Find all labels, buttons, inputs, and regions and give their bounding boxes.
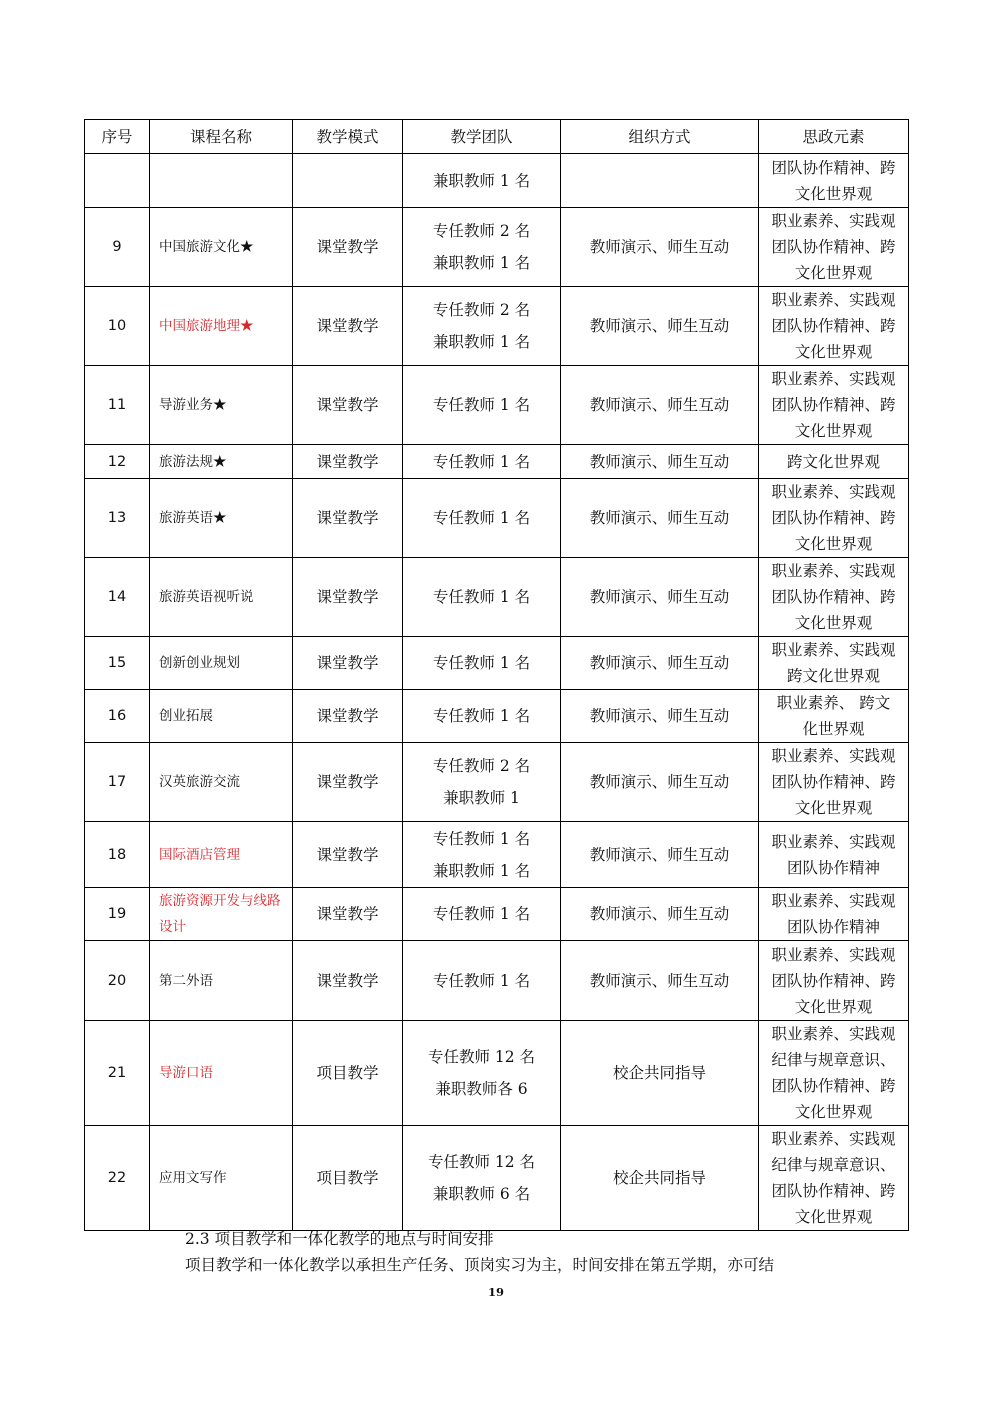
element-line: 团队协作精神、跨 <box>771 396 896 414</box>
cell-organization: 教师演示、师生互动 <box>561 690 759 743</box>
cell-teaching-mode: 课堂教学 <box>293 479 403 558</box>
team-line: 专任教师 1 名 <box>432 971 531 990</box>
cell-teaching-mode: 课堂教学 <box>293 287 403 366</box>
cell-no: 13 <box>85 479 150 558</box>
cell-course-name: 国际酒店管理 <box>150 822 293 888</box>
element-line: 跨文化世界观 <box>786 452 880 471</box>
cell-organization <box>561 154 759 208</box>
table-row <box>85 690 909 743</box>
element-line: 团队协作精神、跨 <box>771 1182 896 1200</box>
cell-course-name: 中国旅游文化★ <box>150 208 293 287</box>
header-course-name: 课程名称 <box>150 120 293 154</box>
cell-no <box>85 154 150 208</box>
cell-teaching-mode: 课堂教学 <box>293 637 403 690</box>
page-number: 19 <box>487 1285 504 1299</box>
cell-ideological-elements <box>759 637 909 690</box>
cell-no: 18 <box>85 822 150 888</box>
element-line: 职业素养、 跨文 <box>776 694 891 712</box>
element-line: 团队协作精神、跨 <box>771 509 896 527</box>
cell-no: 22 <box>85 1126 150 1231</box>
element-line: 文化世界观 <box>794 343 873 361</box>
team-line: 专任教师 2 名 <box>432 222 531 240</box>
element-line: 团队协作精神、跨 <box>771 238 896 256</box>
team-line: 兼职教师各 6 <box>435 1080 528 1098</box>
cell-teaching-mode: 课堂教学 <box>293 690 403 743</box>
cell-organization: 教师演示、师生互动 <box>561 743 759 822</box>
cell-course-name: 导游口语 <box>150 1021 293 1126</box>
element-line: 团队协作精神、跨 <box>771 773 896 791</box>
team-line: 兼职教师 1 名 <box>432 254 531 272</box>
team-line: 专任教师 1 名 <box>432 829 531 848</box>
element-line: 文化世界观 <box>794 799 873 817</box>
element-line: 职业素养、实践观 <box>771 562 896 580</box>
cell-teaching-team <box>403 888 561 941</box>
cell-teaching-team <box>403 743 561 822</box>
cell-ideological-elements <box>759 690 909 743</box>
cell-no: 15 <box>85 637 150 690</box>
element-line: 职业素养、实践观 <box>771 212 896 230</box>
cell-no: 9 <box>85 208 150 287</box>
table-row <box>85 637 909 690</box>
cell-course-name: 导游业务★ <box>150 366 293 445</box>
cell-teaching-team <box>403 690 561 743</box>
header-teaching-team: 教学团队 <box>403 120 561 154</box>
cell-no: 17 <box>85 743 150 822</box>
cell-teaching-team <box>403 366 561 445</box>
table-row <box>85 1021 909 1126</box>
table-row <box>85 479 909 558</box>
cell-teaching-mode: 课堂教学 <box>293 822 403 888</box>
cell-teaching-team <box>403 1021 561 1126</box>
section-heading: 2.3 项目教学和一体化教学的地点与时间安排 <box>185 1230 494 1248</box>
cell-organization: 教师演示、师生互动 <box>561 287 759 366</box>
element-line: 文化世界观 <box>794 614 873 632</box>
element-line: 团队协作精神、跨 <box>771 1077 896 1095</box>
element-line: 团队协作精神、跨 <box>771 158 896 177</box>
cell-no: 14 <box>85 558 150 637</box>
cell-course-name: 中国旅游地理★ <box>150 287 293 366</box>
cell-ideological-elements <box>759 941 909 1021</box>
cell-teaching-team <box>403 637 561 690</box>
cell-course-name: 旅游法规★ <box>150 445 293 479</box>
table-row <box>85 208 909 287</box>
cell-course-name: 创业拓展 <box>150 690 293 743</box>
cell-teaching-team <box>403 287 561 366</box>
team-line: 兼职教师 1 名 <box>432 861 531 880</box>
cell-teaching-mode: 项目教学 <box>293 1021 403 1126</box>
cell-no: 20 <box>85 941 150 1021</box>
cell-teaching-mode: 课堂教学 <box>293 558 403 637</box>
team-line: 专任教师 1 名 <box>432 707 531 725</box>
cell-teaching-team <box>403 208 561 287</box>
element-line: 团队协作精神、跨 <box>771 971 896 990</box>
cell-organization: 教师演示、师生互动 <box>561 208 759 287</box>
section-paragraph: 项目教学和一体化教学以承担生产任务、顶岗实习为主，时间安排在第五学期，亦可结 <box>185 1256 775 1274</box>
header-ideological-elements: 思政元素 <box>759 120 909 154</box>
cell-no: 16 <box>85 690 150 743</box>
element-line: 职业素养、实践观 <box>771 747 896 765</box>
team-line: 兼职教师 1 <box>443 789 520 807</box>
cell-teaching-mode <box>293 154 403 208</box>
cell-organization: 校企共同指导 <box>561 1021 759 1126</box>
cell-no: 10 <box>85 287 150 366</box>
header-organization: 组织方式 <box>561 120 759 154</box>
element-line: 团队协作精神、跨 <box>771 317 896 335</box>
table-row <box>85 154 909 208</box>
cell-organization: 教师演示、师生互动 <box>561 822 759 888</box>
element-line: 文化世界观 <box>794 1103 873 1121</box>
cell-course-name: 创新创业规划 <box>150 637 293 690</box>
cell-teaching-team <box>403 941 561 1021</box>
cell-ideological-elements <box>759 888 909 941</box>
cell-organization: 教师演示、师生互动 <box>561 479 759 558</box>
cell-organization: 校企共同指导 <box>561 1126 759 1231</box>
cell-ideological-elements <box>759 154 909 208</box>
table-row <box>85 743 909 822</box>
cell-course-name: 第二外语 <box>150 941 293 1021</box>
cell-ideological-elements <box>759 287 909 366</box>
table-body <box>85 154 909 1231</box>
team-line: 专任教师 2 名 <box>432 301 531 319</box>
cell-organization: 教师演示、师生互动 <box>561 366 759 445</box>
team-line: 专任教师 1 名 <box>432 905 531 923</box>
team-line: 专任教师 1 名 <box>432 396 531 414</box>
element-line: 职业素养、实践观 <box>771 291 896 309</box>
cell-ideological-elements <box>759 1126 909 1231</box>
team-line: 专任教师 12 名 <box>427 1153 536 1171</box>
cell-teaching-mode: 课堂教学 <box>293 743 403 822</box>
cell-ideological-elements <box>759 366 909 445</box>
cell-organization: 教师演示、师生互动 <box>561 637 759 690</box>
header-teaching-mode: 教学模式 <box>293 120 403 154</box>
element-line: 文化世界观 <box>794 1208 873 1226</box>
table-row <box>85 822 909 888</box>
cell-teaching-team <box>403 154 561 208</box>
cell-course-name: 应用文写作 <box>150 1126 293 1231</box>
cell-teaching-mode: 课堂教学 <box>293 208 403 287</box>
team-line: 专任教师 1 名 <box>432 509 531 527</box>
team-line: 兼职教师 1 名 <box>432 171 531 190</box>
element-line: 文化世界观 <box>794 184 873 203</box>
team-line: 专任教师 1 名 <box>432 654 531 672</box>
cell-ideological-elements <box>759 558 909 637</box>
table-row <box>85 558 909 637</box>
element-line: 职业素养、实践观 <box>771 945 896 964</box>
cell-no: 12 <box>85 445 150 479</box>
cell-teaching-mode: 课堂教学 <box>293 941 403 1021</box>
table-row <box>85 888 909 941</box>
cell-teaching-team <box>403 479 561 558</box>
cell-course-name: 旅游英语视听说 <box>150 558 293 637</box>
team-line: 兼职教师 1 名 <box>432 333 531 351</box>
element-line: 纪律与规章意识、 <box>771 1051 896 1069</box>
cell-ideological-elements <box>759 743 909 822</box>
cell-ideological-elements <box>759 1021 909 1126</box>
element-line: 职业素养、实践观 <box>771 483 896 501</box>
element-line: 职业素养、实践观 <box>771 1130 896 1148</box>
cell-course-name: 汉英旅游交流 <box>150 743 293 822</box>
cell-ideological-elements <box>759 479 909 558</box>
cell-course-name <box>150 154 293 208</box>
element-line: 文化世界观 <box>794 535 873 553</box>
cell-ideological-elements <box>759 445 909 479</box>
element-line: 职业素养、实践观 <box>771 892 896 910</box>
cell-ideological-elements <box>759 822 909 888</box>
cell-course-name: 旅游英语★ <box>150 479 293 558</box>
element-line: 跨文化世界观 <box>786 667 880 685</box>
cell-course-name: 旅游资源开发与线路设计 <box>150 888 293 941</box>
cell-teaching-mode: 项目教学 <box>293 1126 403 1231</box>
header-no: 序号 <box>85 120 150 154</box>
element-line: 职业素养、实践观 <box>771 370 896 388</box>
table-row <box>85 366 909 445</box>
table-row <box>85 287 909 366</box>
element-line: 团队协作精神 <box>786 918 880 936</box>
team-line: 专任教师 2 名 <box>432 757 531 775</box>
cell-teaching-mode: 课堂教学 <box>293 366 403 445</box>
element-line: 职业素养、实践观 <box>771 641 896 659</box>
cell-teaching-team <box>403 558 561 637</box>
team-line: 兼职教师 6 名 <box>432 1185 531 1203</box>
element-line: 文化世界观 <box>794 997 873 1016</box>
cell-no: 21 <box>85 1021 150 1126</box>
team-line: 专任教师 1 名 <box>432 452 531 471</box>
cell-organization: 教师演示、师生互动 <box>561 445 759 479</box>
element-line: 文化世界观 <box>794 264 873 282</box>
cell-no: 11 <box>85 366 150 445</box>
element-line: 纪律与规章意识、 <box>771 1156 896 1174</box>
element-line: 职业素养、实践观 <box>771 832 896 851</box>
cell-no: 19 <box>85 888 150 941</box>
cell-ideological-elements <box>759 208 909 287</box>
team-line: 专任教师 12 名 <box>427 1048 536 1066</box>
cell-organization: 教师演示、师生互动 <box>561 558 759 637</box>
cell-teaching-team <box>403 1126 561 1231</box>
element-line: 化世界观 <box>802 720 865 738</box>
element-line: 职业素养、实践观 <box>771 1025 896 1043</box>
table-header-row <box>85 120 909 154</box>
cell-teaching-mode: 课堂教学 <box>293 888 403 941</box>
cell-teaching-team <box>403 445 561 479</box>
cell-teaching-mode: 课堂教学 <box>293 445 403 479</box>
table-row <box>85 941 909 1021</box>
team-line: 专任教师 1 名 <box>432 588 531 606</box>
element-line: 团队协作精神 <box>786 858 880 877</box>
element-line: 团队协作精神、跨 <box>771 588 896 606</box>
element-line: 文化世界观 <box>794 422 873 440</box>
cell-teaching-team <box>403 822 561 888</box>
table-row <box>85 1126 909 1231</box>
table-row <box>85 445 909 479</box>
cell-organization: 教师演示、师生互动 <box>561 888 759 941</box>
cell-organization: 教师演示、师生互动 <box>561 941 759 1021</box>
course-table <box>84 119 909 1231</box>
